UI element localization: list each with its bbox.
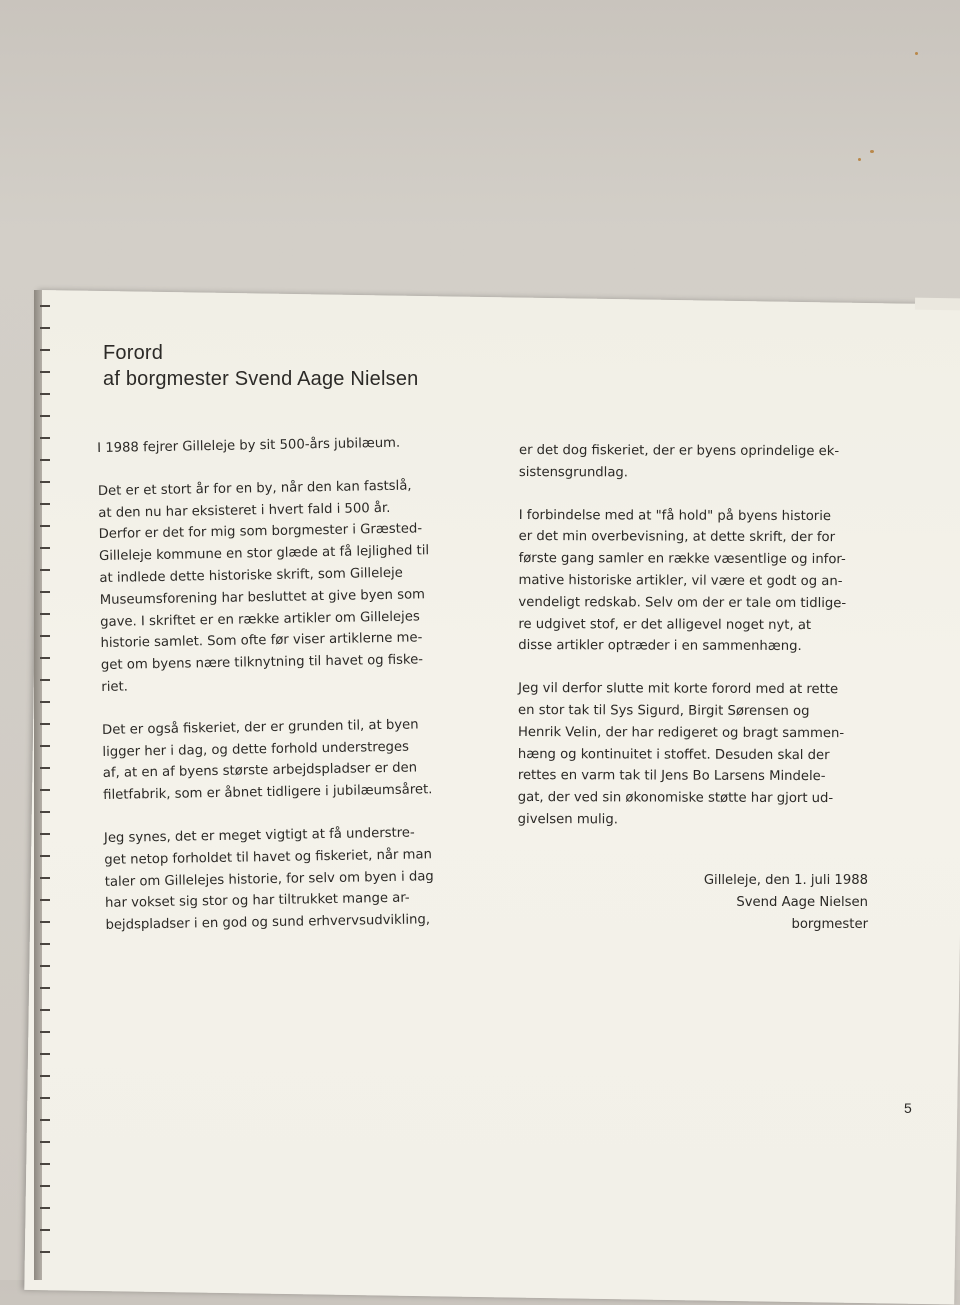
stitch-mark [40,1163,50,1165]
right-text-column [518,440,847,832]
text-line: en stor tak til Sys Sigurd, Birgit Sørensen og [518,702,810,719]
text-line: at den nu har eksisteret i hvert fald i 500 år. [98,500,391,521]
text-line: har vokset sig stor og har tiltrukket mange ar- [104,890,410,912]
page-edge [915,298,960,311]
text-line: Museumsforening har besluttet at give byen som [99,587,426,608]
stitch-mark [40,1119,50,1121]
stitch-mark [40,1229,50,1231]
stitch-mark [40,1097,50,1099]
stain-mark [870,150,874,153]
text-line: historie samlet. Som ofte før viser artiklerne me- [100,630,423,652]
text-line: mative historiske artikler, vil være et godt og an- [518,572,843,590]
stitch-mark [40,437,50,439]
text-line: af, at en af byens største arbejdspladser er den [102,760,418,782]
text-line: filetfabrik, som er åbnet tidligere i jubilæumsåret. [103,782,433,804]
text-line: givelsen mulig. [517,811,618,828]
text-line: ligger her i dag, og dette forhold understreges [102,739,410,760]
text-line: Derfor er det for mig som borgmester i Græsted- [98,521,423,543]
stitch-mark [40,591,50,593]
text-line: I 1988 fejrer Gilleleje by sit 500-års jubilæum. [97,435,401,456]
text-line: I forbindelse med at "få hold" på byens historie [518,507,832,524]
stitch-mark [40,481,50,483]
text-line: get netop forholdet til havet og fiskeriet, når man [104,846,433,868]
stitch-mark [40,921,50,923]
text-line: Det er et stort år for en by, når den kan fastslå, [97,478,412,499]
signature-block [700,870,868,936]
stitch-mark [40,987,50,989]
text-line: riet. [101,679,129,695]
paragraph-gap [518,657,846,679]
text-line: er det dog fiskeriet, der er byens oprindelige ek- [518,442,840,460]
stitch-mark [40,613,50,615]
text-line: hæng og kontinuitet i stoffet. Desuden skal der [517,746,830,763]
text-line: taler om Gillelejes historie, for selv om byen i dag [104,868,434,890]
stitch-mark [40,833,50,835]
text-line: disse artikler optræder i en sammenhæng. [518,638,802,655]
stitch-mark [40,811,50,813]
text-line: er det min overbevisning, at dette skrift, der for [518,529,836,546]
stitch-mark [40,349,50,351]
stitch-mark [40,1207,50,1209]
text-line: gave. I skriftet er en række artikler om Gillelejes [100,608,420,630]
stitch-mark [40,1185,50,1187]
stitch-mark [40,371,50,373]
stitch-mark [40,899,50,901]
stitch-mark [40,1031,50,1033]
stitch-mark [40,745,50,747]
stitch-mark [40,503,50,505]
stitch-mark [40,1075,50,1077]
stitch-mark [40,327,50,329]
text-line: Jeg vil derfor slutte mit korte forord med at rette [518,681,839,698]
stitch-mark [40,459,50,461]
stitch-mark [40,965,50,967]
stitch-mark [40,305,50,307]
text-line: get om byens nære tilknytning til havet og fiske- [100,652,424,674]
stitch-mark [40,723,50,725]
stitch-mark [40,855,50,857]
stitch-mark [40,569,50,571]
text-line: re udgivet stof, er det alligevel noget nyt, at [518,616,812,633]
stitch-mark [40,1141,50,1143]
stain-mark [915,52,918,55]
stitch-mark [40,525,50,527]
stitch-mark [40,635,50,637]
stitch-mark [40,877,50,879]
text-line: vendeligt redskab. Selv om der er tale om tidlige- [518,594,847,611]
text-line: rettes en varm tak til Jens Bo Larsens Mindele- [517,768,826,785]
stitch-mark [40,547,50,549]
stitch-mark [40,767,50,769]
text-line: sistensgrundlag. [518,464,629,481]
title-line-1: Forord [103,342,164,364]
stitch-mark [40,1251,50,1253]
stitch-mark [40,1053,50,1055]
text-line: Jeg synes, det er meget vigtigt at få understre- [103,825,415,846]
text-line: første gang samler en række væsentlige og infor- [518,551,846,568]
signature-place-date: Gilleleje, den 1. juli 1988 [703,873,868,888]
text-line: Det er også fiskeriet, der er grunden til, at byen [101,717,419,738]
stitch-mark [40,679,50,681]
left-text-column [97,432,436,937]
text-line: at indlede dette historiske skrift, som Gilleleje [99,565,403,586]
text-line: gat, der ved sin økonomiske støtte har gjort ud- [517,790,834,807]
text-line: bejdspladser i en god og sund erhvervsudvikling, [105,912,431,934]
stitch-mark [40,943,50,945]
stitch-mark [40,701,50,703]
text-line: Henrik Velin, der har redigeret og bragt sammen- [517,724,845,741]
page-number: 5 [904,1100,912,1116]
signature-role: borgmester [791,917,868,932]
stitch-mark [40,415,50,417]
stitch-mark [40,789,50,791]
paragraph-gap [519,484,847,506]
stitch-mark [40,1009,50,1011]
stitch-mark [40,657,50,659]
signature-name: Svend Aage Nielsen [736,895,868,910]
stain-mark [858,158,861,161]
stitch-mark [40,393,50,395]
title-line-2: af borgmester Svend Aage Nielsen [103,368,419,390]
page-title [103,340,418,392]
text-line: Gilleleje kommune en stor glæde at få lejlighed til [98,543,430,565]
